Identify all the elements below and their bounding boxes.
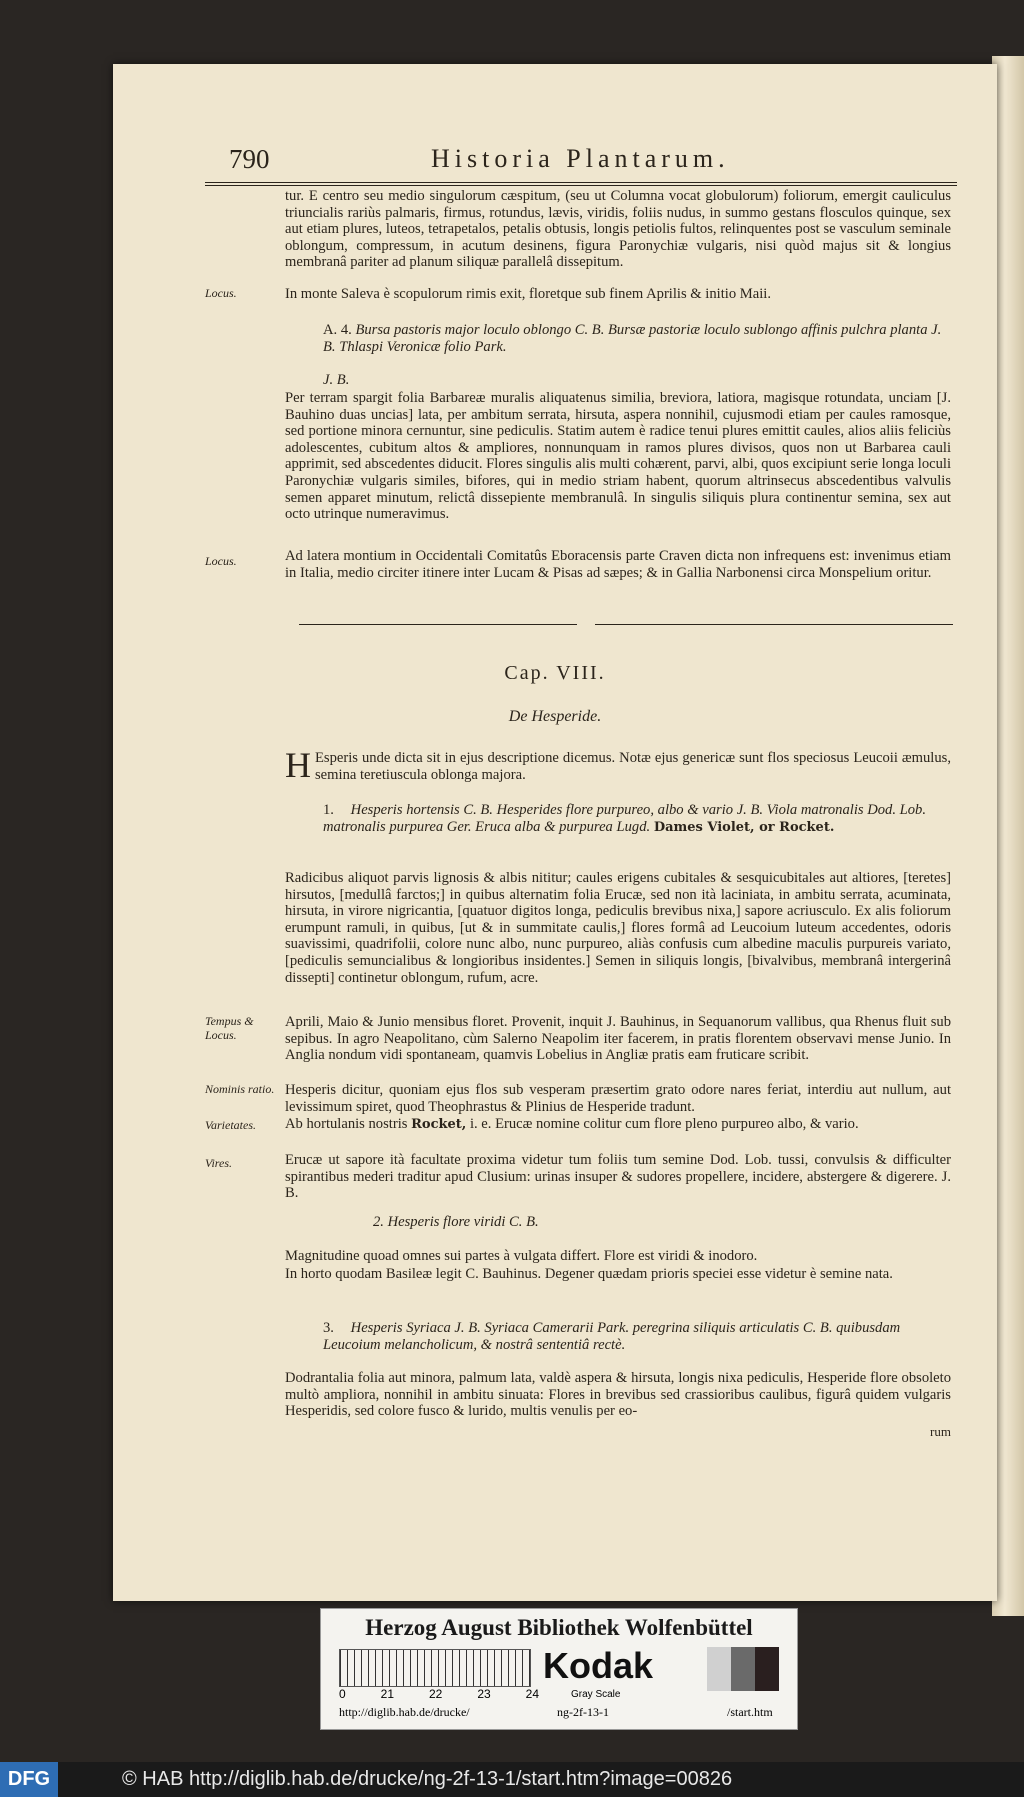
- margin-note-locus: Locus.: [205, 554, 237, 568]
- paragraph: tur. E centro seu medio singulorum cæspitum, (seu ut Columna vocat globulorum) foliorum, emergit cauliculus triuncialis rariùs palmaris, firmus, rotundus, lævis, viridis, foliis nudus, in summo gestans flosculos quinque, sex aut etiam plures, luteos, tetrapetalos, petalis obtusis, longis petiolis fultos, relinquentes post se vasculum seminale oblongum, compressum, in acutum desinens, figura Paronychiæ vulgaris, nisi quòd majus sit & longius membranâ pariter ad planum siliquæ parallelâ dissepitum.: [285, 188, 951, 271]
- ruler-number: 0: [339, 1687, 346, 1701]
- book-page: [113, 64, 997, 1601]
- grayscale-label: Gray Scale: [571, 1689, 621, 1700]
- chapter-title: Cap. VIII.: [504, 662, 606, 684]
- paragraph: In horto quodam Basileæ legit C. Bauhinus. Degener quædam prioris speciei esse videtur è semine nata.: [285, 1266, 893, 1282]
- chapter-subtitle: De Hesperide.: [508, 708, 602, 725]
- calibration-card: [320, 1608, 798, 1730]
- card-url: http://diglib.hab.de/drucke/: [339, 1705, 470, 1719]
- page-content: [113, 64, 997, 1601]
- ruler-numbers: [339, 1687, 539, 1701]
- paragraph: In monte Saleva è scopulorum rimis exit, floretque sub finem Aprilis & initio Maii.: [285, 286, 771, 302]
- chapter-intro: [285, 745, 951, 785]
- catchword: rum: [930, 1424, 951, 1439]
- footer-bar: [0, 1762, 1024, 1797]
- paragraph: Magnitudine quoad omnes sui partes à vulgata differt. Flore est viridi & inodoro.: [285, 1248, 758, 1264]
- ruler-number: 22: [428, 1687, 443, 1701]
- page-number: 790: [229, 144, 270, 174]
- card-start: /start.htm: [727, 1705, 773, 1719]
- header-rule-thin: [205, 185, 957, 186]
- species-entry: [323, 1320, 951, 1353]
- entry-name: Bursa pastoris major loculo oblongo C. B. Bursæ pastoriæ loculo sublongo affinis pulchra planta J. B. Thlaspi Veronicæ folio Park.: [323, 322, 942, 355]
- running-title: Historia Plantarum.: [431, 144, 730, 173]
- species-entry: 2. Hesperis flore viridi C. B.: [373, 1214, 539, 1230]
- paragraph: [285, 1116, 951, 1134]
- paragraph: Hesperis dicitur, quoniam ejus flos sub vesperam præsertim grato odore nares feriat, interdiu aut nullum, aut levissimum spiret, quod Theophrastus & Plinius de Hesperide tradunt.: [285, 1082, 951, 1115]
- species-entry: [323, 322, 951, 355]
- header-rule: [205, 182, 957, 183]
- ruler-number: 21: [380, 1687, 395, 1701]
- kodak-logo: Kodak: [543, 1645, 654, 1686]
- gray-swatch: [731, 1647, 755, 1691]
- paragraph: Dodrantalia folia aut minora, palmum lata, valdè aspera & hirsuta, longis nixa pediculis, Hesperide flore obsoleto multò ampliora, nonnihil in ambitu sinuata: Flores in brevibus sed crassioribus caulibus, figurâ quidem vulgaris Hesperidis, sed colore fusco & lurido, multis venulis per eo-: [285, 1370, 951, 1420]
- margin-note-nominis: Nominis ratio.: [205, 1082, 275, 1096]
- entry-number: 3.: [323, 1320, 334, 1336]
- drop-cap: H: [285, 745, 311, 785]
- english-name: Dames Violet, or Rocket.: [653, 819, 835, 835]
- ruler-number: 23: [477, 1687, 491, 1701]
- paragraph: Ad latera montium in Occidentali Comitatûs Eboracensis parte Craven dicta non infrequens est: invenimus etiam in Italia, medio circiter itinere inter Lucam & Pisas ad sæpes; & in Gallia Narbonensi circa Monspelium oritur.: [285, 548, 951, 581]
- entry-number: A. 4.: [323, 322, 352, 338]
- card-signature: ng-2f-13-1: [557, 1705, 609, 1719]
- margin-note-tempus: Tempus & Locus.: [205, 1014, 254, 1042]
- varietates-text-b: i. e. Erucæ nomine colitur cum flore pleno purpureo albo, & vario.: [469, 1116, 859, 1132]
- gray-swatch: [755, 1647, 779, 1691]
- entry-name: Hesperis Syriaca J. B. Syriaca Camerarii Park. peregrina siliquis articulatis C. B. quibusdam Leucoium melancholicum, & nostrâ sententiâ rectè.: [323, 1320, 901, 1353]
- paragraph: Erucæ ut sapore ità facultate proxima videtur tum foliis tum semine Dod. Lob. tussi, convulsis & difficulter spirantibus mederi traditur apud Clusium: urinas insuper & sudores propellere, incidere, abstergere & digerere. J. B.: [285, 1152, 951, 1202]
- ruler-number: 24: [525, 1687, 539, 1701]
- entry-name: Hesperis hortensis C. B. Hesperides flore purpureo, albo & vario J. B. Viola matronalis Dod. Lob. matronalis purpurea Ger. Eruca alba & purpurea Lugd.: [323, 802, 927, 835]
- dfg-logo: DFG: [0, 1762, 58, 1797]
- margin-note-vires: Vires.: [205, 1156, 232, 1170]
- margin-note-locus: Locus.: [205, 286, 237, 300]
- species-entry: [323, 802, 951, 836]
- varietates-text-a: Ab hortulanis nostris: [285, 1116, 408, 1132]
- paragraph: Radicibus aliquot parvis lignosis & albis nititur; caules erigens cubitales & sesquicubitales aut altiores, [teretes] hirsutos, [medullâ farctos;] in quibus alternatim folia Erucæ, sed non ità laciniata, in ambitu serrata, acuminata, hirsuta, in virore nigricantia, [quatuor digitos longa, pediculis brevibus nixa,] sapore acriusculo. Ex alis foliorum erumpunt ramuli, in quibus, [ut & in summitate caulis,] flores formâ ad Leucoium luteum accedentes, odoris suavissimi, quadrifolii, colore nunc albo, nunc purpureo, aliàs confusis cum albedine maculis purpureis variato, [pediculis semuncialibus & longioribus insidentes.] Semen in siliquis longis, [bivalvibus, membranâ intergerinâ dissepti] continetur oblongum, rufum, acre.: [285, 870, 951, 986]
- entry-number: 1.: [323, 802, 334, 818]
- gray-swatch: [707, 1647, 731, 1691]
- section-rule-right: [595, 624, 953, 625]
- measure-ruler: [339, 1649, 531, 1687]
- english-name: Rocket,: [411, 1117, 467, 1132]
- library-name: Herzog August Bibliothek Wolfenbüttel: [365, 1615, 753, 1640]
- paragraph: Aprili, Maio & Junio mensibus floret. Provenit, inquit J. Bauhinus, in Sequanorum vallibus, qua Rhenus fluit sub sepibus. In agro Neapolitano, cùm Salerno Neapolim iter facerem, in pratis florentem observavi mense Junio. In Anglia nondum vidi spontaneam, quamvis Lobelius in Angliæ pratis eam fruticare scribit.: [285, 1014, 951, 1064]
- paragraph: Per terram spargit folia Barbareæ muralis aliquatenus similia, breviora, latiora, magisque rotundata, unciam [J. Bauhino duas uncias] lata, per ambitum serrata, hirsuta, aspera nonnihil, cujusmodi etiam per caules ramosque, sed portione minora cernuntur, sine pediculis. Statim autem è radice tenui plures emittit caules, alios aliis feliciùs adolescentes, cubitum altos & ampliores, nonnunquam in ramos plures divisos, quos non ut Barbarea cauli apprimit, sed abscedentes diducit. Flores singulis alis multi cohærent, parvi, albi, quos excipiunt serie longa loculi Paronychiæ vulgaris similes, bifores, qui in medio striam habent, quorum altrinsecus abscedentibus valvulis semen apparet minutum, relictâ dissepiente membranulâ. In singulis siliquis plura continentur semina, sex aut octo utrinque numeravimus.: [285, 390, 951, 523]
- authority-mark: J. B.: [323, 372, 350, 388]
- intro-text: Esperis unde dicta sit in ejus descriptione dicemus. Notæ ejus genericæ sunt flos speciosus Leucoii æmulus, semina teretiuscula oblonga majora.: [315, 750, 951, 783]
- margin-note-varietates: Varietates.: [205, 1118, 256, 1132]
- copyright-url[interactable]: © HAB http://diglib.hab.de/drucke/ng-2f-13-1/start.htm?image=00826: [122, 1768, 733, 1790]
- section-rule-left: [299, 624, 577, 625]
